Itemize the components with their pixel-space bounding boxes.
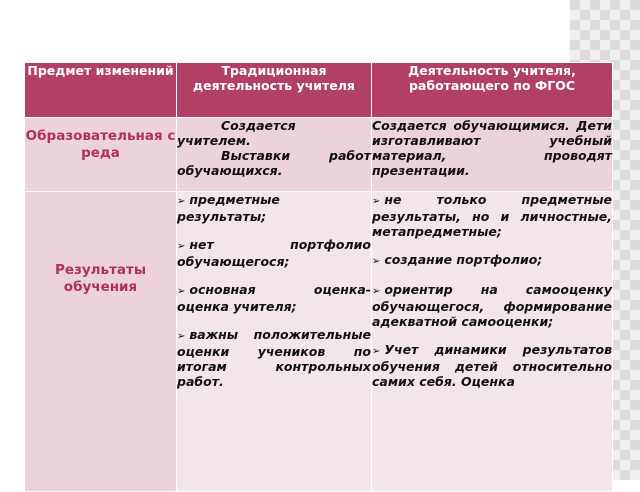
arrow-bullet-icon: ➢ bbox=[177, 286, 186, 297]
cell-fgos-environment: Создается обучающимися. Дети изготавливают учебный материал, проводят презентации. bbox=[372, 118, 613, 192]
list-item: ➢ основная оценка- оценка учителя; bbox=[177, 282, 371, 314]
arrow-bullet-icon: ➢ bbox=[372, 286, 381, 297]
list-item: Создается учителем. bbox=[177, 118, 296, 148]
list-item: ➢ ориентир на самооценку обучающегося, формирование адекватной самооценки; bbox=[372, 282, 612, 329]
arrow-bullet-icon: ➢ bbox=[372, 196, 381, 207]
list-item: ➢ предметные результаты; bbox=[177, 192, 280, 224]
list-item: ➢ нет портфолио обучающегося; bbox=[177, 237, 371, 269]
row-label-results: Результаты обучения bbox=[25, 192, 177, 492]
header-fgos: Деятельность учителя, работающего по ФГОС bbox=[372, 63, 613, 118]
list-item: Выставки работ обучающихся. bbox=[177, 148, 371, 178]
arrow-bullet-icon: ➢ bbox=[372, 256, 381, 267]
cell-traditional-results bbox=[177, 192, 372, 492]
arrow-bullet-icon: ➢ bbox=[177, 241, 186, 252]
cell-fgos-results bbox=[372, 192, 613, 492]
list-item: ➢ Учет динамики результатов обучения детей относительно самих себя. Оценка bbox=[372, 342, 612, 389]
arrow-bullet-icon: ➢ bbox=[177, 196, 186, 207]
row-label-environment: Образовательная среда bbox=[25, 118, 177, 192]
list-item: ➢ не только предметные результаты, но и личностные, метапредметные; bbox=[372, 192, 612, 239]
table-row bbox=[25, 192, 613, 492]
comparison-table bbox=[24, 62, 613, 492]
list-item: ➢ создание портфолио; bbox=[372, 252, 543, 267]
table-row bbox=[25, 118, 613, 192]
cell-traditional-environment bbox=[177, 118, 372, 192]
header-traditional: Традиционная деятельность учителя bbox=[177, 63, 372, 118]
arrow-bullet-icon: ➢ bbox=[372, 346, 381, 357]
arrow-bullet-icon: ➢ bbox=[177, 331, 186, 342]
header-row bbox=[25, 63, 613, 118]
list-item: ➢ важны положительные оценки учеников по итогам контрольных работ. bbox=[177, 327, 371, 389]
header-subject: Предмет изменений bbox=[25, 63, 177, 118]
